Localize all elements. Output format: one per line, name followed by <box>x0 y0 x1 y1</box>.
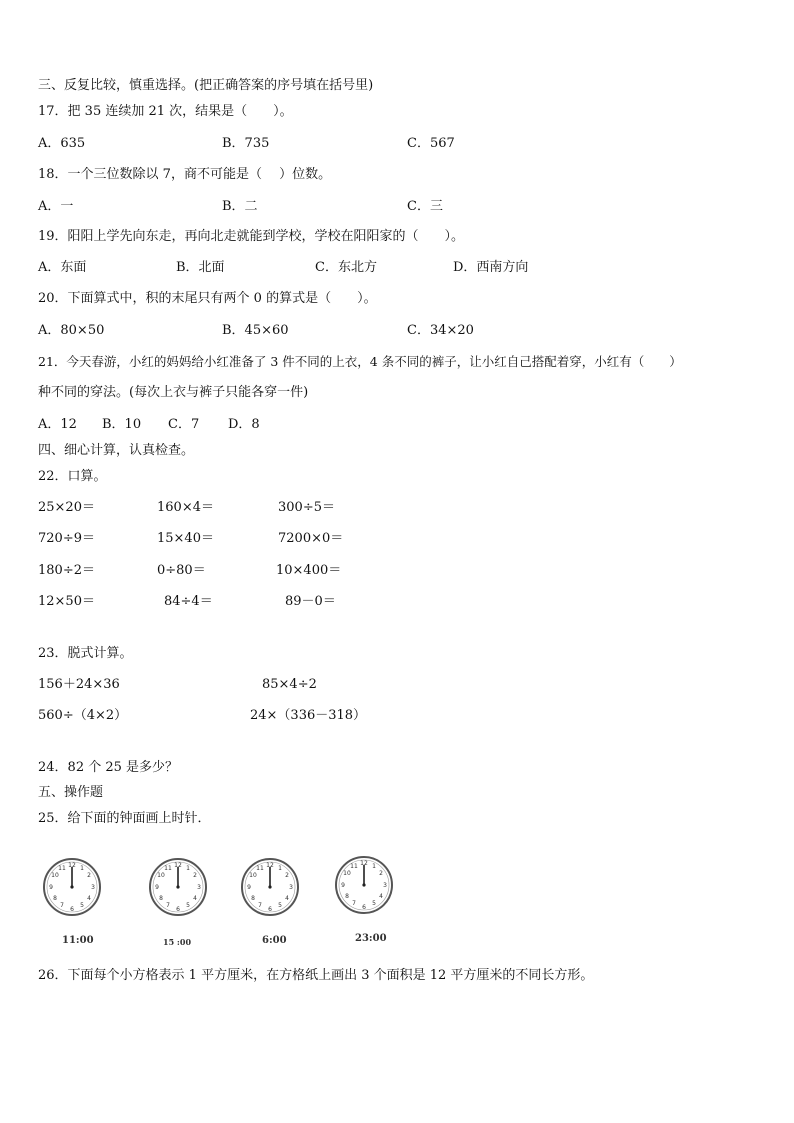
clock-time-label: 23:00 <box>355 933 387 944</box>
q18-option-a: A．一 <box>38 199 74 214</box>
q21-stem-line-2: 种不同的穿法。(每次上衣与裤子只能各穿一件) <box>38 385 309 400</box>
svg-text:10: 10 <box>249 872 257 879</box>
q23-title: 23．脱式计算。 <box>38 646 133 661</box>
svg-text:7: 7 <box>166 902 170 909</box>
svg-text:5: 5 <box>372 900 376 907</box>
q22-expr: 25×20＝ <box>38 500 95 515</box>
q22-expr: 15×40＝ <box>157 531 214 546</box>
q22-expr: 84÷4＝ <box>164 594 213 609</box>
q22-expr: 89－0＝ <box>285 594 336 609</box>
svg-text:11: 11 <box>256 865 264 872</box>
svg-text:2: 2 <box>87 872 91 879</box>
clock-face-icon[interactable] <box>240 857 300 917</box>
svg-text:5: 5 <box>278 902 282 909</box>
svg-text:7: 7 <box>352 900 356 907</box>
q22-expr: 160×4＝ <box>157 500 214 515</box>
svg-text:1: 1 <box>372 863 376 870</box>
clock-face-icon[interactable] <box>42 857 102 917</box>
q17-option-c: C．567 <box>407 136 455 151</box>
q22-expr: 720÷9＝ <box>38 531 95 546</box>
q22-expr: 12×50＝ <box>38 594 95 609</box>
svg-text:10: 10 <box>157 872 165 879</box>
svg-text:2: 2 <box>193 872 197 879</box>
svg-text:5: 5 <box>80 902 84 909</box>
svg-text:10: 10 <box>51 872 59 879</box>
q19-option-d: D．西南方向 <box>453 260 529 275</box>
svg-text:3: 3 <box>91 884 95 891</box>
q22-expr: 10×400＝ <box>276 563 342 578</box>
svg-text:8: 8 <box>251 895 255 902</box>
svg-text:2: 2 <box>285 872 289 879</box>
svg-text:9: 9 <box>49 884 53 891</box>
q26-text: 26．下面每个小方格表示 1 平方厘米，在方格纸上画出 3 个面积是 12 平方厘米的不同长方形。 <box>38 968 594 983</box>
svg-text:6: 6 <box>362 904 366 911</box>
q19-option-b: B．北面 <box>176 260 225 275</box>
q17-stem: 17．把 35 连续加 21 次，结果是（ ）。 <box>38 104 293 119</box>
clock-time-label: 15 :00 <box>163 937 192 947</box>
svg-text:12: 12 <box>174 862 182 869</box>
q17-option-b: B．735 <box>222 136 270 151</box>
q23-expr: 85×4÷2 <box>262 677 317 692</box>
q24-text: 24．82 个 25 是多少？ <box>38 760 179 775</box>
svg-text:11: 11 <box>350 863 358 870</box>
svg-text:4: 4 <box>285 895 289 902</box>
q25-title: 25．给下面的钟面画上时针． <box>38 811 211 826</box>
svg-text:12: 12 <box>266 862 274 869</box>
q22-expr: 7200×0＝ <box>278 531 344 546</box>
svg-text:12: 12 <box>68 862 76 869</box>
svg-text:7: 7 <box>60 902 64 909</box>
q21-stem-line-1: 21．今天春游，小红的妈妈给小红准备了 3 件不同的上衣，4 条不同的裤子，让小红自己搭配着穿，小红有（ ） <box>38 354 682 369</box>
q20-stem: 20．下面算式中，积的末尾只有两个 0 的算式是（ ）。 <box>38 291 377 306</box>
clock-time-label: 11:00 <box>62 935 94 946</box>
svg-text:3: 3 <box>289 884 293 891</box>
q22-expr: 0÷80＝ <box>157 563 206 578</box>
svg-text:11: 11 <box>164 865 172 872</box>
svg-text:1: 1 <box>186 865 190 872</box>
section-5-heading: 五、操作题 <box>38 785 104 800</box>
svg-text:2: 2 <box>379 870 383 877</box>
section-3-heading: 三、反复比较，慎重选择。(把正确答案的序号填在括号里) <box>38 78 374 93</box>
q19-stem: 19．阳阳上学先向东走，再向北走就能到学校，学校在阳阳家的（ ）。 <box>38 229 465 244</box>
q20-option-b: B．45×60 <box>222 323 289 338</box>
svg-text:4: 4 <box>193 895 197 902</box>
q22-expr: 300÷5＝ <box>278 500 335 515</box>
q22-title: 22．口算。 <box>38 469 107 484</box>
svg-text:4: 4 <box>87 895 91 902</box>
svg-text:7: 7 <box>258 902 262 909</box>
q21-option-c: C．7 <box>168 417 200 432</box>
q21-option-b: B．10 <box>102 417 142 432</box>
q19-option-a: A．东面 <box>38 260 87 275</box>
clock-face-icon[interactable] <box>334 855 394 915</box>
q22-expr: 180÷2＝ <box>38 563 95 578</box>
svg-text:9: 9 <box>247 884 251 891</box>
q18-option-c: C．三 <box>407 199 443 214</box>
q23-expr: 24×（336－318） <box>250 708 367 723</box>
q20-option-c: C．34×20 <box>407 323 474 338</box>
svg-text:4: 4 <box>379 893 383 900</box>
q20-option-a: A．80×50 <box>38 323 105 338</box>
svg-text:1: 1 <box>80 865 84 872</box>
q18-stem: 18．一个三位数除以 7，商不可能是（ ）位数。 <box>38 167 332 182</box>
svg-text:8: 8 <box>53 895 57 902</box>
svg-text:1: 1 <box>278 865 282 872</box>
clock-time-label: 6:00 <box>262 935 287 946</box>
q18-option-b: B．二 <box>222 199 258 214</box>
q21-option-d: D．8 <box>228 417 260 432</box>
svg-text:3: 3 <box>383 882 387 889</box>
svg-text:6: 6 <box>70 906 74 913</box>
svg-text:6: 6 <box>176 906 180 913</box>
q17-option-a: A．635 <box>38 136 86 151</box>
clock-face-icon[interactable] <box>148 857 208 917</box>
svg-text:3: 3 <box>197 884 201 891</box>
q23-expr: 156＋24×36 <box>38 677 120 692</box>
svg-text:5: 5 <box>186 902 190 909</box>
svg-text:9: 9 <box>341 882 345 889</box>
svg-text:9: 9 <box>155 884 159 891</box>
svg-text:8: 8 <box>159 895 163 902</box>
svg-text:6: 6 <box>268 906 272 913</box>
svg-text:8: 8 <box>345 893 349 900</box>
svg-text:12: 12 <box>360 860 368 867</box>
q23-expr: 560÷（4×2） <box>38 708 128 723</box>
section-4-heading: 四、细心计算，认真检查。 <box>38 443 195 458</box>
svg-text:10: 10 <box>343 870 351 877</box>
svg-text:11: 11 <box>58 865 66 872</box>
q19-option-c: C．东北方 <box>315 260 377 275</box>
q21-option-a: A．12 <box>38 417 77 432</box>
